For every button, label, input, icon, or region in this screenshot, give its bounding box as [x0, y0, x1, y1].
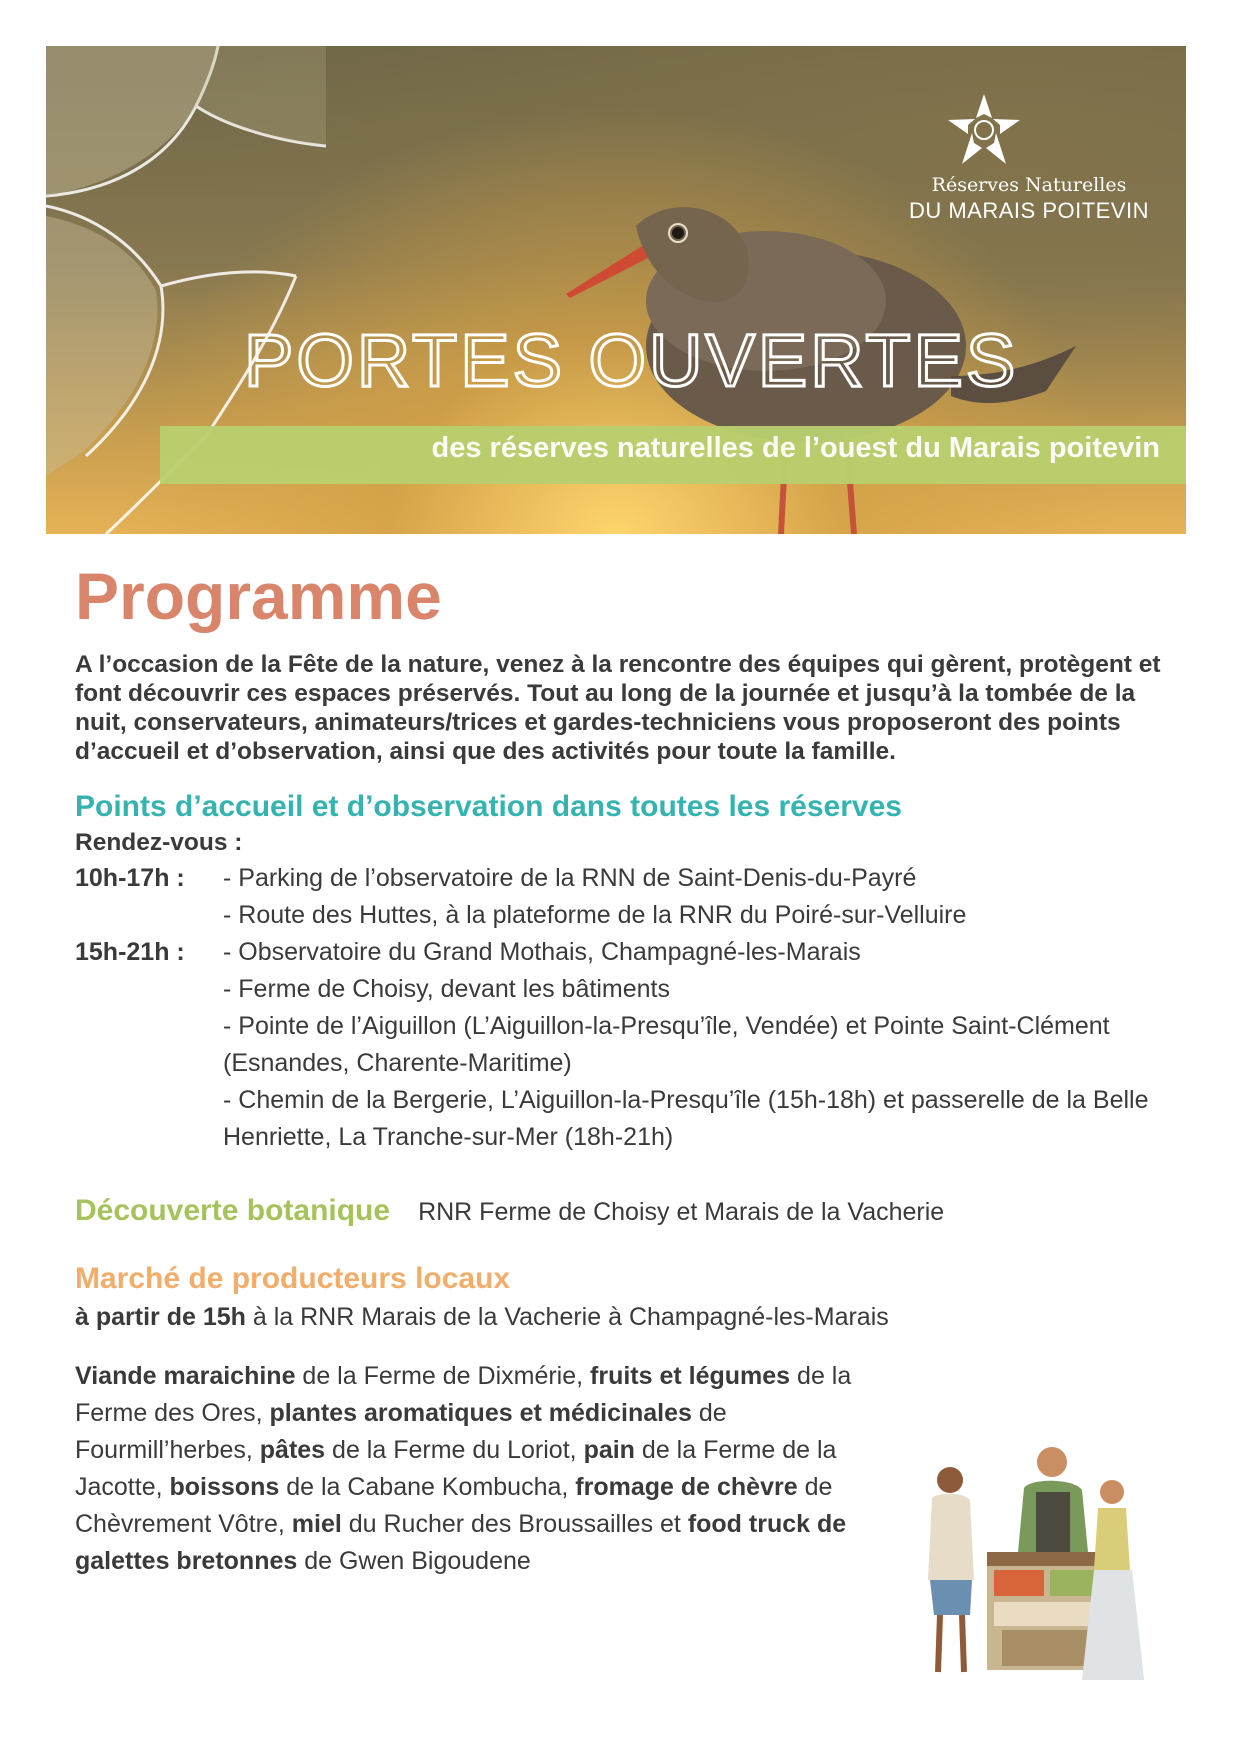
marche-when: [75, 1298, 1175, 1336]
section-title-points: Points d’accueil et d’observation dans toutes les réserves: [75, 790, 902, 823]
slot-locations: [223, 860, 1175, 934]
producer-product: fromage de chèvre: [575, 1473, 798, 1501]
producer-source: de Chèvrement Vôtre,: [75, 1473, 833, 1538]
slot-time: 10h-17h :: [75, 864, 185, 892]
header-banner: [46, 46, 1186, 534]
producer-product: plantes aromatiques et médicinales: [269, 1399, 692, 1427]
producer-source: de la Ferme des Ores,: [75, 1362, 852, 1427]
location-item: - Route des Huttes, à la plateforme de la RNR du Poiré-sur-Velluire: [223, 901, 967, 929]
logo-text-line1: Réserves Naturelles: [931, 174, 1127, 196]
producers-paragraph: [75, 1358, 895, 1580]
logo-text-line2: DU MARAIS POITEVIN: [908, 198, 1150, 223]
producer-source: de Fourmill’herbes,: [75, 1399, 727, 1464]
slot-locations: [223, 934, 1175, 1156]
producer-product: pain: [583, 1436, 635, 1464]
banner-subtitle: des réserves naturelles de l’ouest du Marais poitevin: [431, 432, 1160, 464]
producer-source: du Rucher des Broussailles et: [341, 1510, 688, 1538]
location-item: - Parking de l’observatoire de la RNN de Saint-Denis-du-Payré: [223, 864, 917, 892]
producer-product: boissons: [169, 1473, 280, 1501]
section-title-marche: Marché de producteurs locaux: [75, 1262, 511, 1295]
time-slot-morning: [75, 860, 1175, 934]
page-title: Programme: [75, 559, 442, 633]
marche-when-time: à partir de 15h: [75, 1303, 246, 1331]
section-points-accueil: [75, 788, 1175, 1156]
producer-source: de la Ferme du Loriot,: [325, 1436, 584, 1464]
section-title-botanique: Découverte botanique: [75, 1194, 391, 1227]
location-item: - Observatoire du Grand Mothais, Champagné-les-Marais: [223, 938, 861, 966]
producer-product: miel: [291, 1510, 342, 1538]
intro-paragraph: A l’occasion de la Fête de la nature, venez à la rencontre des équipes qui gèrent, protègent et font découvrir ces espaces préservés. Tout au long de la journée et jusqu’à la tombée de la nuit, conservateurs, animateurs/trices et gardes-techniciens vous proposeront des points d’accueil et d’observation, ainsi que des activités pour toute la famille.: [75, 651, 1161, 765]
decorative-leaf-fill: [46, 46, 326, 476]
market-stall-illustration: [912, 1440, 1152, 1690]
producer-source: de Gwen Bigoudene: [297, 1547, 531, 1575]
reserves-logo: [894, 92, 1164, 222]
producer-source: de la Ferme de la Jacotte,: [75, 1436, 837, 1501]
location-item: - Chemin de la Bergerie, L’Aiguillon-la-Presqu’île (15h-18h) et passerelle de la Belle Henriette, La Tranche-sur-Mer (18h-21h): [223, 1086, 1149, 1151]
producer-source: de la Ferme de Dixmérie,: [295, 1362, 591, 1390]
producer-source: de la Cabane Kombucha,: [279, 1473, 576, 1501]
marche-when-place: à la RNR Marais de la Vacherie à Champagné-les-Marais: [245, 1303, 889, 1331]
rendez-vous-label: Rendez-vous :: [75, 829, 243, 856]
producer-product: food truck de galettes bretonnes: [75, 1510, 847, 1575]
producer-product: Viande maraichine: [75, 1362, 296, 1390]
producer-product: pâtes: [259, 1436, 326, 1464]
time-slot-afternoon: [75, 934, 1175, 1156]
subtitle-band: [160, 426, 1186, 484]
banner-title: PORTES OUVERTES: [244, 319, 1019, 402]
slot-time: 15h-21h :: [75, 938, 185, 966]
producer-product: fruits et légumes: [590, 1362, 791, 1390]
section-botanique: [75, 1192, 1175, 1230]
botanique-location: RNR Ferme de Choisy et Marais de la Vacherie: [418, 1198, 945, 1226]
logo-star-icon: [944, 92, 1024, 168]
location-item: - Pointe de l’Aiguillon (L’Aiguillon-la-Presqu’île, Vendée) et Pointe Saint-Clément (Esnandes, Charente-Maritime): [223, 1012, 1110, 1077]
location-item: - Ferme de Choisy, devant les bâtiments: [223, 975, 670, 1003]
